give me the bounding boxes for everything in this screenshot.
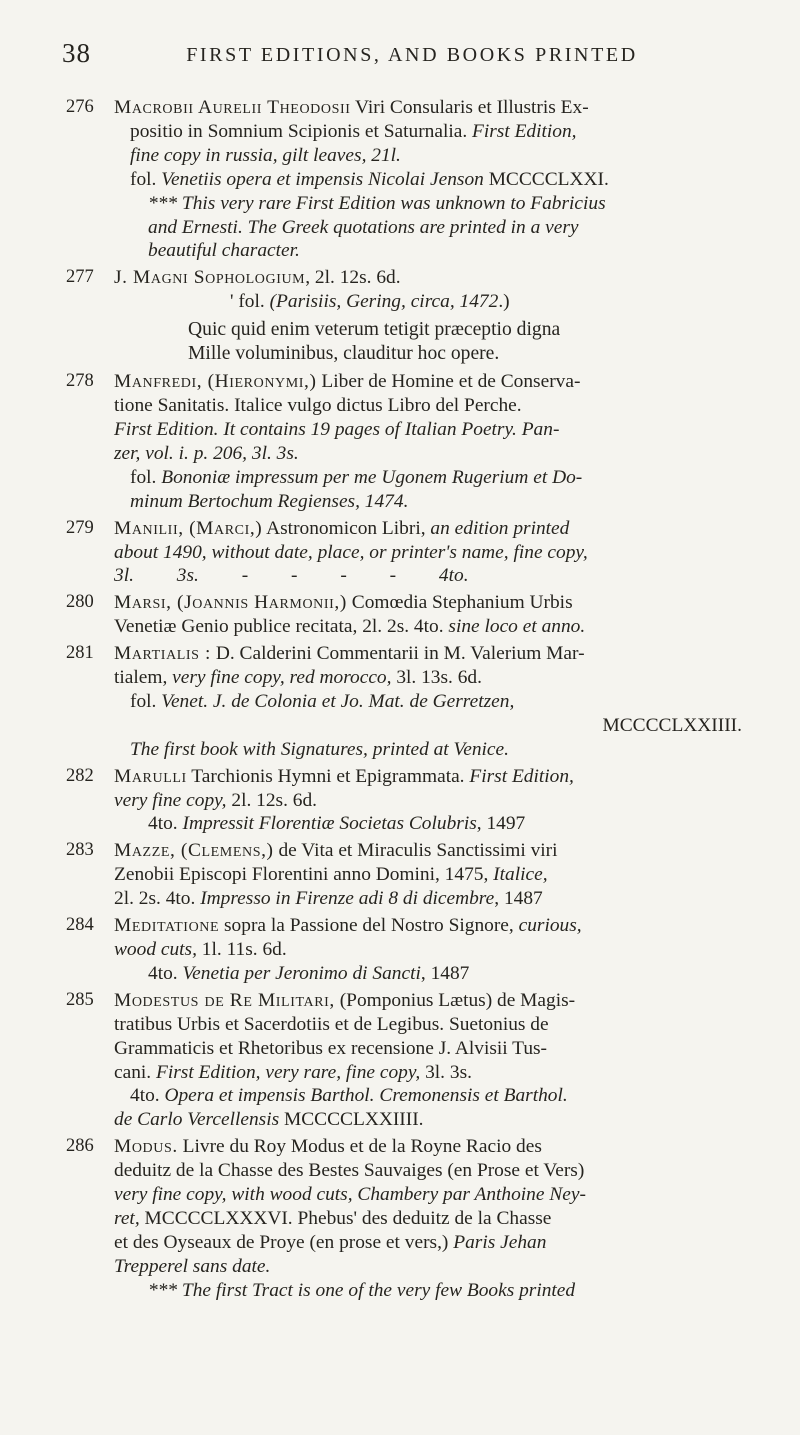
entry-line: 4to. Venetia per Jeronimo di Sancti, 1487 xyxy=(148,962,470,984)
entry-line: J. Magni Sophologium, 2l. 12s. 6d. xyxy=(114,267,401,289)
entry-line: Marsi, (Joannis Harmonii,) Comœdia Stephanium Urbis xyxy=(114,592,573,614)
entry-line: positio in Somnium Scipionis et Saturnalia. First Edition, xyxy=(130,120,577,142)
catalogue-entry xyxy=(66,914,766,986)
entry-line: Macrobii Aurelii Theodosii Viri Consularis et Illustris Ex- xyxy=(114,97,589,118)
entry-number: 280 xyxy=(66,592,94,613)
entry-line: 4to. Opera et impensis Barthol. Cremonensis et Barthol. xyxy=(130,1085,568,1107)
entry-line: cani. First Edition, very rare, fine copy, 3l. 3s. xyxy=(114,1061,472,1083)
entry-line: 4to. Impressit Florentiæ Societas Colubris, 1497 xyxy=(148,813,526,835)
entry-number: 283 xyxy=(66,840,94,861)
entry-number: 279 xyxy=(66,517,94,538)
running-head: FIRST EDITIONS, AND BOOKS PRINTED xyxy=(186,44,638,66)
entry-line: tione Sanitatis. Italice vulgo dictus Libro del Perche. xyxy=(114,395,522,417)
entry-number: 284 xyxy=(66,915,94,936)
entry-line: Manilii, (Marci,) Astronomicon Libri, an edition printed xyxy=(114,517,570,539)
entry-line: Manfredi, (Hieronymi,) Liber de Homine et de Conserva- xyxy=(114,371,581,393)
entry-line: zer, vol. i. p. 206, 3l. 3s. xyxy=(114,442,299,464)
catalogue-entry xyxy=(66,839,766,911)
entry-line: de Carlo Vercellensis MCCCCLXXIIII. xyxy=(114,1109,424,1131)
entry-line: fol. Venetiis opera et impensis Nicolai Jenson MCCCCLXXI. xyxy=(130,168,609,190)
catalogue-entry xyxy=(66,266,766,366)
entry-line: First Edition. It contains 19 pages of Italian Poetry. Pan- xyxy=(114,418,560,440)
entry-line: The first book with Signatures, printed at Venice. xyxy=(130,738,509,760)
entry-line: ret, MCCCCLXXXVI. Phebus' des deduitz de la Chasse xyxy=(114,1207,552,1229)
catalogue-entry xyxy=(66,591,766,639)
entry-line: Martialis : D. Calderini Commentarii in M. Valerium Mar- xyxy=(114,643,585,665)
entry-line: beautiful character. xyxy=(148,240,300,262)
entry-number: 285 xyxy=(66,989,94,1010)
entry-line: *** This very rare First Edition was unknown to Fabricius xyxy=(148,192,606,214)
catalogue-entry xyxy=(66,370,766,513)
entry-number: 276 xyxy=(66,97,94,117)
quoted-verse xyxy=(114,318,766,366)
entry-line: MCCCCLXXIIII. xyxy=(602,714,742,736)
entry-line: about 1490, without date, place, or printer's name, fine copy, xyxy=(114,541,588,563)
entry-line: 2l. 2s. 4to. Impresso in Firenze adi 8 di dicembre, 1487 xyxy=(114,888,543,910)
entry-line: Venetiæ Genio publice recitata, 2l. 2s. 4to. sine loco et anno. xyxy=(114,616,586,638)
entry-line: 3l. 3s. - - - - 4to. xyxy=(114,565,469,587)
entry-line: Mazze, (Clemens,) de Vita et Miraculis Sanctissimi viri xyxy=(114,840,558,862)
entry-number: 282 xyxy=(66,765,94,786)
entry-line: Grammaticis et Rhetoribus ex recensione J. Alvisii Tus- xyxy=(114,1037,548,1059)
entry-line: tialem, very fine copy, red morocco, 3l. 13s. 6d. xyxy=(114,667,482,689)
page-number: 38 xyxy=(62,38,91,68)
entry-line: tratibus Urbis et Sacerdotiis et de Legibus. Suetonius de xyxy=(114,1013,549,1035)
entry-number: 277 xyxy=(66,267,94,288)
entry-number: 286 xyxy=(66,1136,94,1157)
entry-line: Zenobii Episcopi Florentini anno Domini, 1475, Italice, xyxy=(114,864,548,886)
catalogue-entry xyxy=(66,1135,766,1302)
entry-line: et des Oyseaux de Proye (en prose et vers,) Paris Jehan xyxy=(114,1231,547,1253)
verse-line: Mille voluminibus, clauditur hoc opere. xyxy=(188,343,500,365)
entry-line: fine copy in russia, gilt leaves, 21l. xyxy=(130,144,401,166)
entry-line: Marulli Tarchionis Hymni et Epigrammata. First Edition, xyxy=(114,765,574,787)
entry-number: 281 xyxy=(66,643,94,664)
entry-line: Meditatione sopra la Passione del Nostro Signore, curious, xyxy=(114,915,582,937)
entry-line: fol. Bononiæ impressum per me Ugonem Rugerium et Do- xyxy=(130,466,583,488)
entry-line: fol. Venet. J. de Colonia et Jo. Mat. de Gerretzen, xyxy=(130,690,515,712)
entry-line: ' fol. (Parisiis, Gering, circa, 1472.) xyxy=(230,291,510,313)
entry-line: Trepperel sans date. xyxy=(114,1255,271,1277)
catalogue-entry xyxy=(66,989,766,1132)
entry-line: and Ernesti. The Greek quotations are printed in a very xyxy=(148,216,579,238)
catalogue-entry xyxy=(66,96,766,263)
entry-line: very fine copy, with wood cuts, Chambery par Anthoine Ney- xyxy=(114,1184,586,1206)
entry-line: very fine copy, 2l. 12s. 6d. xyxy=(114,789,318,811)
entry-line: *** The first Tract is one of the very few Books printed xyxy=(148,1279,576,1301)
verse-line: Quic quid enim veterum tetigit præceptio digna xyxy=(188,319,561,341)
entry-line: minum Bertochum Regienses, 1474. xyxy=(130,490,409,512)
catalogue-entry xyxy=(66,765,766,837)
catalogue-entries xyxy=(66,96,766,1306)
entry-line: Modus. Livre du Roy Modus et de la Royne Racio des xyxy=(114,1136,542,1158)
entry-line: deduitz de la Chasse des Bestes Sauvaiges (en Prose et Vers) xyxy=(114,1160,585,1182)
entry-number: 278 xyxy=(66,371,94,392)
entry-line: Modestus de Re Militari, (Pomponius Lætus) de Magis- xyxy=(114,989,576,1011)
entry-line: wood cuts, 1l. 11s. 6d. xyxy=(114,939,287,960)
catalogue-entry xyxy=(66,642,766,762)
page-header xyxy=(62,38,762,78)
catalogue-entry xyxy=(66,517,766,589)
